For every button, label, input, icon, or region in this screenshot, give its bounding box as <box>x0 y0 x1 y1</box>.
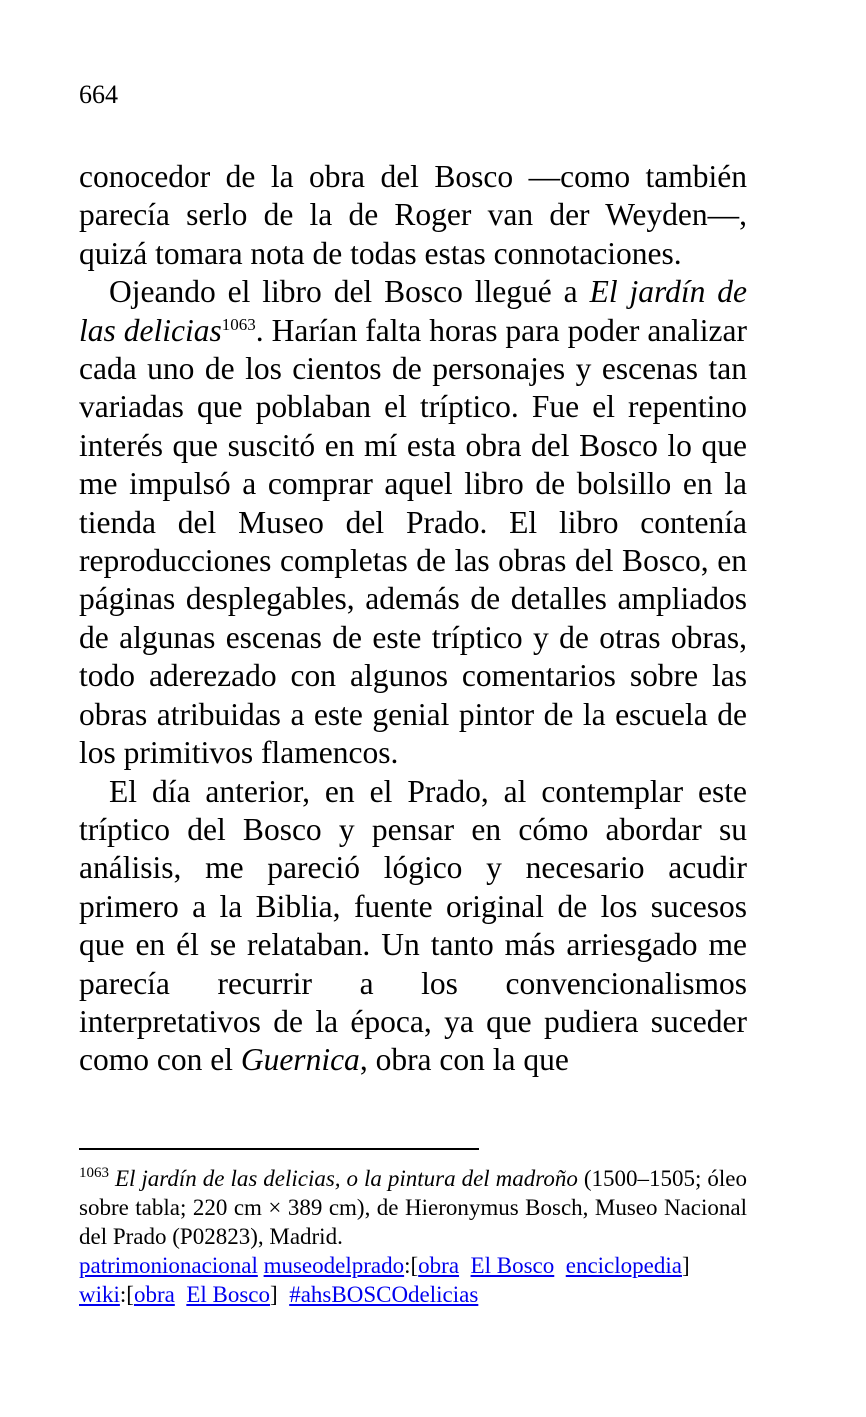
footnote-body: (1500–1505; óleo sobre tabla; 220 cm × 389 cm), de Hieronymus Bosch, Museo Nacional del Prado (P02823), Madrid. <box>79 1166 747 1249</box>
footnote-links-line-2 <box>79 1280 747 1309</box>
link-museodelprado[interactable]: museodelprado <box>263 1253 405 1278</box>
footnote-text <box>79 1164 747 1251</box>
bracket-close-2: ] <box>270 1282 278 1307</box>
paragraph-3 <box>79 773 747 1080</box>
link-hashtag[interactable]: #ahsBOSCOdelicias <box>289 1282 479 1307</box>
footnote-title: El jardín de las delicias, o la pintura del madroño <box>114 1166 578 1191</box>
footnote-links-line-1 <box>79 1251 747 1280</box>
link-obra[interactable]: obra <box>418 1253 460 1278</box>
link-wiki[interactable]: wiki <box>79 1282 120 1307</box>
footnote-reference[interactable]: 1063 <box>221 314 256 334</box>
guernica-title: Guernica <box>240 1042 360 1078</box>
paragraph-1: conocedor de la obra del Bosco —como también parecía serlo de la de Roger van der Weyden—, quizá tomara nota de todas estas connotaciones. <box>79 159 747 271</box>
bracket-close: ] <box>681 1253 690 1278</box>
link-obra-2[interactable]: obra <box>133 1282 175 1307</box>
page-number: 664 <box>79 80 118 109</box>
footnote-number: 1063 <box>79 1165 109 1181</box>
footnote <box>79 1164 747 1309</box>
bracket-open-2: :[ <box>119 1282 134 1307</box>
link-el-bosco-2[interactable]: El Bosco <box>186 1282 271 1307</box>
body-text <box>79 158 747 1080</box>
link-patrimonionacional[interactable]: patrimonionacional <box>79 1253 258 1278</box>
paragraph-2-rest: . Harían falta horas para poder analizar cada uno de los cientos de personajes y escenas tan variadas que poblaban el tríptico. Fue el repentino interés que suscitó en mí esta obra del Bosco lo que me impulsó a comprar aquel libro de bolsillo en la tienda del Museo del Prado. El libro contenía reproducciones completas de las obras del Bosco, en páginas desplegables, además de detalles ampliados de algunas escenas de este tríptico y de otras obras, todo aderezado con algunos comentarios sobre las obras atribuidas a este genial pintor de la escuela de los primitivos flamencos. <box>79 312 747 771</box>
artwork-title: El jardín de las delicias <box>79 274 747 348</box>
paragraph-2 <box>79 273 747 772</box>
paragraph-2-lead: Ojeando el libro del Bosco llegué a <box>109 274 590 310</box>
footnote-divider <box>79 1148 479 1150</box>
bracket-open: :[ <box>404 1253 419 1278</box>
link-el-bosco[interactable]: El Bosco <box>470 1253 555 1278</box>
paragraph-3-lead: El día anterior, en el Prado, al contemplar este tríptico del Bosco y pensar en cómo abordar su análisis, me pareció lógico y necesario acudir primero a la Biblia, fuente original de los sucesos que en él se relataban. Un tanto más arriesgado me parecía recurrir a los convencionalismos interpretativos de la época, ya que pudiera suceder como con el <box>79 773 747 1078</box>
link-enciclopedia[interactable]: enciclopedia <box>565 1253 682 1278</box>
paragraph-3-rest: , obra con la que <box>359 1042 569 1078</box>
